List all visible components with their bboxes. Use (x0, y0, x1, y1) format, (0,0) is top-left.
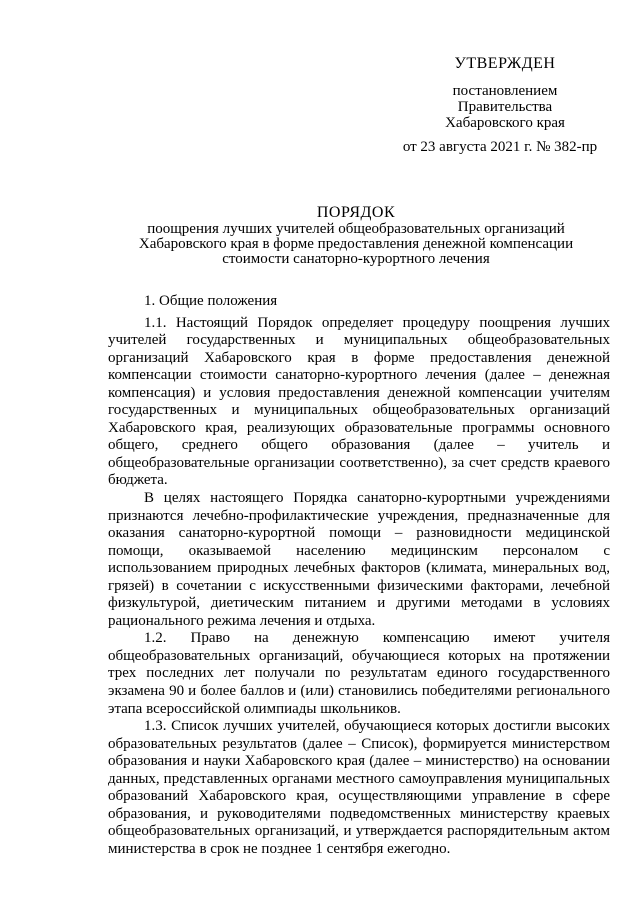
approval-date: от 23 августа 2021 г. № 382-пр (402, 139, 598, 155)
subtitle-line: стоимости санаторно-курортного лечения (222, 251, 490, 267)
paragraph: 1.1. Настоящий Порядок определяет процедуру поощрения лучших учителей государственных и муниципальных общеобразовательных организаций Хабаровского края в форме предоставления денежной компенсации стоимости санаторно-курортного лечения (далее – денежная компенсация) и условия предоставления денежной компенсации учителям государственных и муниципальных общеобразовательных организаций Хабаровского края, реализующих образовательные программы основного общего, среднего общего образования (далее – учитель и общеобразовательные организации соответственно), за счет средств краевого бюджета. (108, 314, 610, 489)
paragraph: В целях настоящего Порядка санаторно-курортными учреждениями признаются лечебно-профилактические учреждения, предназначенные для оказания санаторно-курортной помощи – разновидности медицинской помощи, оказываемой населению медицинским персоналом с использованием природных лечебных факторов (климата, минеральных вод, грязей) в сочетании с искусственными физическими факторами, лечебной физкультурой, диетическим питанием и другими методами в условиях рационального режима лечения и отдыха. (108, 490, 610, 629)
section-heading: 1. Общие положения (144, 293, 278, 309)
document-subtitle (106, 222, 606, 267)
approval-line: Правительства (457, 99, 553, 115)
document-body (108, 293, 610, 859)
paragraph: 1.2. Право на денежную компенсацию имеют учителя общеобразовательных организаций, обучающиеся которых на протяжении трех последних лет получали по результатам единого государственного экзамена 90 и более баллов и (или) становились победителями регионального этапа всероссийской олимпиады школьников. (108, 630, 610, 717)
paragraph: 1.3. Список лучших учителей, обучающиеся которых достигли высоких образовательных результатов (далее – Список), формируется министерством образования и науки Хабаровского края (далее – министерство) на основании данных, представленных органами местного самоуправления муниципальных образований Хабаровского края, осуществляющими управление в сфере образования, и руководителями подведомственных министерству краевых общеобразовательных организаций, и утверждается распорядительным актом министерства в срок не позднее 1 сентября ежегодно. (108, 718, 610, 857)
approval-line: Хабаровского края (445, 115, 565, 131)
approval-line: постановлением (452, 83, 558, 99)
subtitle-line: Хабаровского края в форме предоставления денежной компенсации (138, 236, 574, 252)
approval-heading: УТВЕРЖДЕН (454, 55, 556, 72)
document-title: ПОРЯДОК (316, 204, 396, 221)
approval-stamp (400, 56, 610, 155)
subtitle-line: поощрения лучших учителей общеобразовательных организаций (147, 221, 565, 237)
